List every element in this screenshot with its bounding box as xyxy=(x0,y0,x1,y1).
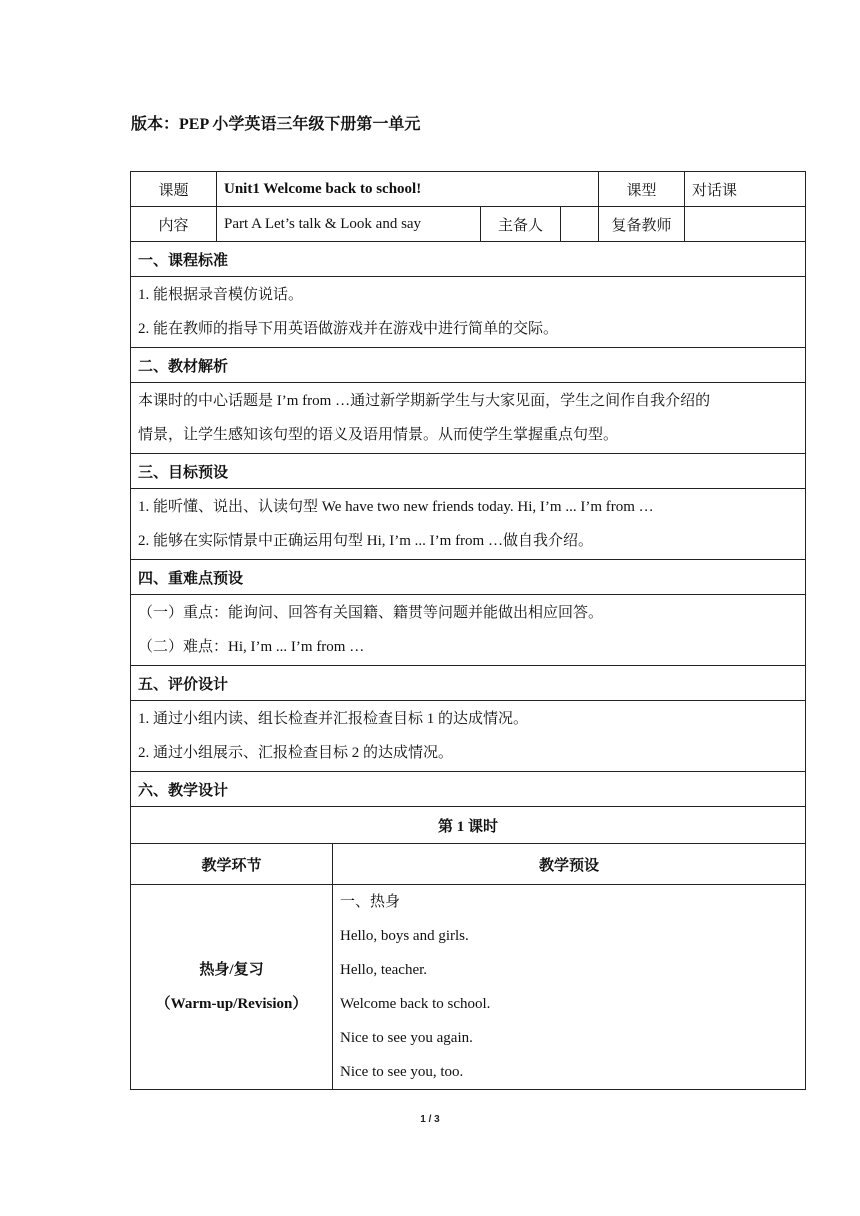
section-keypoints-header xyxy=(131,560,806,595)
section-analysis-header xyxy=(131,348,806,383)
info-row-topic xyxy=(131,172,806,207)
body-line: 2. 能够在实际情景中正确运用句型 Hi, I’m ... I’m from …做自我介绍。 xyxy=(138,533,593,549)
edition-header: 版本：PEP 小学英语三年级下册第一单元 xyxy=(131,116,421,133)
body-line: （一）重点：能询问、回答有关国籍、籍贯等问题并能做出相应回答。 xyxy=(138,605,604,621)
preset-line: 一、热身 xyxy=(340,894,401,910)
body-line: 1. 能根据录音模仿说话。 xyxy=(138,287,304,303)
section-title: 五、评价设计 xyxy=(131,666,806,701)
section-keypoints-body xyxy=(131,595,806,666)
section-title: 六、教学设计 xyxy=(131,772,806,807)
body-line: 2. 通过小组展示、汇报检查目标 2 的达成情况。 xyxy=(138,745,454,761)
section-design-header xyxy=(131,772,806,807)
stage-cell xyxy=(131,885,333,1090)
content-label: 内容 xyxy=(131,207,217,242)
section-title: 一、课程标准 xyxy=(131,242,806,277)
section-goals-header xyxy=(131,454,806,489)
preset-line: Nice to see you again. xyxy=(340,1030,473,1046)
type-value: 对话课 xyxy=(685,172,806,207)
co-teacher-label: 复备教师 xyxy=(599,207,685,242)
section-evaluation-body xyxy=(131,701,806,772)
page-number: 1 / 3 xyxy=(420,1114,440,1125)
section-title: 三、目标预设 xyxy=(131,454,806,489)
section-standard-body xyxy=(131,277,806,348)
section-standard-header xyxy=(131,242,806,277)
body-line: 情景，让学生感知该句型的语义及语用情景。从而使学生掌握重点句型。 xyxy=(138,427,619,443)
stage-name-en: （Warm-up/Revision） xyxy=(155,996,308,1012)
section-analysis-body xyxy=(131,383,806,454)
stage-column-header: 教学环节 xyxy=(131,844,333,885)
body-line: 本课时的中心话题是 I’m from …通过新学期新学生与大家见面，学生之间作自我介绍的 xyxy=(138,393,711,409)
preset-cell xyxy=(333,885,806,1090)
design-row-warmup xyxy=(131,885,806,1090)
section-title: 四、重难点预设 xyxy=(131,560,806,595)
section-title: 二、教材解析 xyxy=(131,348,806,383)
preset-line: Nice to see you, too. xyxy=(340,1064,464,1080)
body-line: 1. 能听懂、说出、认读句型 We have two new friends today. Hi, I’m ... I’m from … xyxy=(138,499,654,515)
design-header-row xyxy=(131,844,806,885)
section-goals-body xyxy=(131,489,806,560)
stage-name-cn: 热身/复习 xyxy=(199,962,264,978)
content-value: Part A Let’s talk & Look and say xyxy=(217,207,481,242)
preparer-value xyxy=(561,207,599,242)
info-row-content xyxy=(131,207,806,242)
preset-line: Hello, boys and girls. xyxy=(340,928,469,944)
body-line: （二）难点：Hi, I’m ... I’m from … xyxy=(138,639,365,655)
body-line: 2. 能在教师的指导下用英语做游戏并在游戏中进行简单的交际。 xyxy=(138,321,559,337)
topic-label: 课题 xyxy=(131,172,217,207)
preset-column-header: 教学预设 xyxy=(333,844,806,885)
type-label: 课型 xyxy=(599,172,685,207)
section-evaluation-header xyxy=(131,666,806,701)
preparer-label: 主备人 xyxy=(481,207,561,242)
co-teacher-value xyxy=(685,207,806,242)
preset-line: Hello, teacher. xyxy=(340,962,428,978)
topic-value: Unit1 Welcome back to school! xyxy=(217,172,599,207)
preset-line: Welcome back to school. xyxy=(340,996,491,1012)
body-line: 1. 通过小组内读、组长检查并汇报检查目标 1 的达成情况。 xyxy=(138,711,529,727)
lesson-plan-table xyxy=(130,171,806,1090)
period-label: 第 1 课时 xyxy=(131,807,806,844)
period-row xyxy=(131,807,806,844)
